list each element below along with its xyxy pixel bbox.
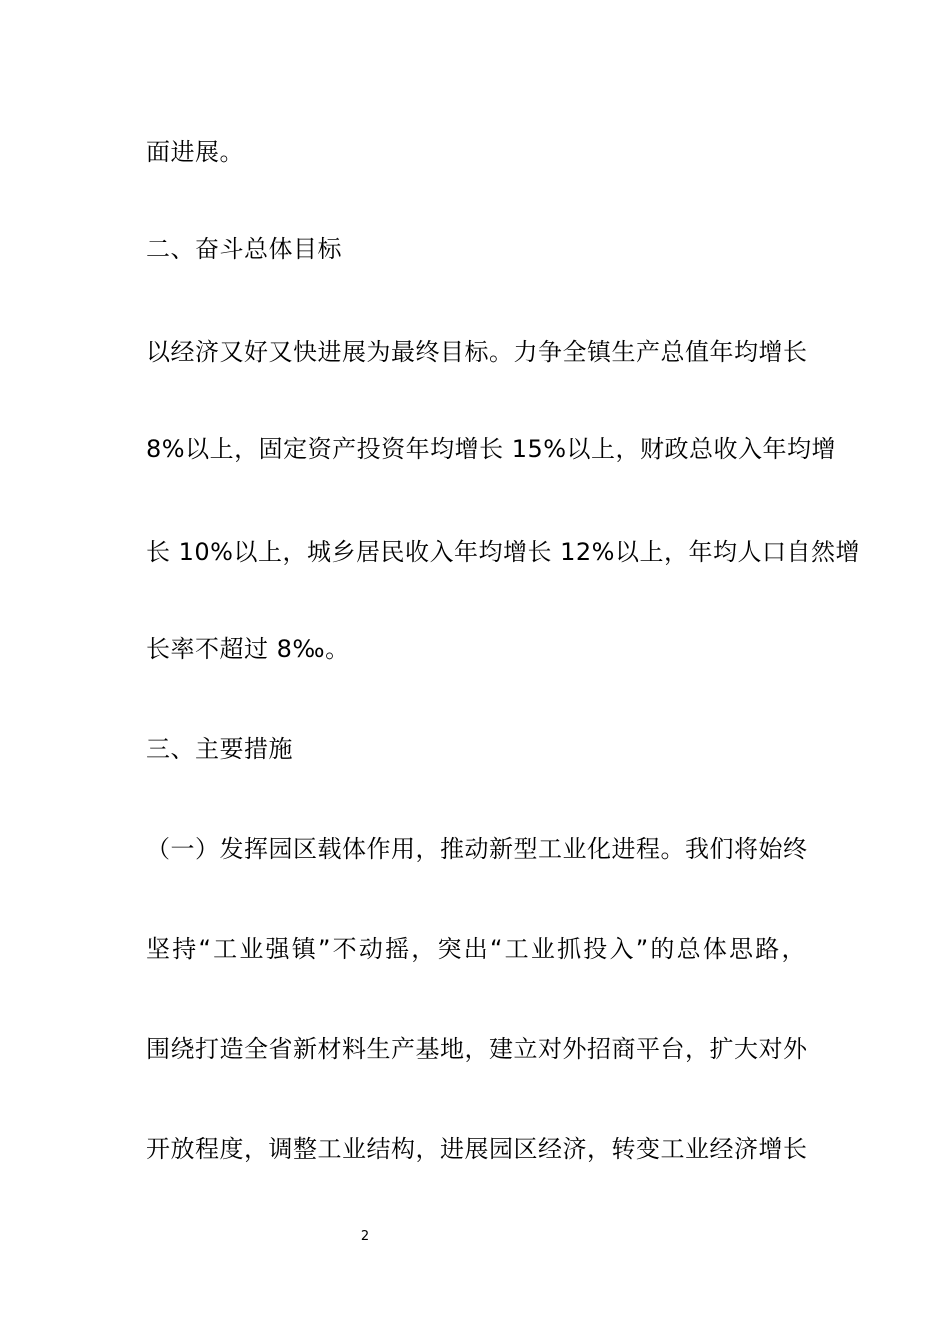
section-heading: 二、奋斗总体目标 — [146, 235, 342, 263]
paragraph-line: 开放程度，调整工业结构，进展园区经济，转变工业经济增长 — [146, 1135, 808, 1163]
page-number: 2 — [360, 1229, 370, 1244]
paragraph-line: 以经济又好又快进展为最终目标。力争全镇生产总值年均增长 — [146, 338, 808, 366]
paragraph-line: 长率不超过 8‰。 — [146, 635, 350, 663]
section-heading: 三、主要措施 — [146, 735, 293, 763]
paragraph-line: 8%以上，固定资产投资年均增长 15%以上，财政总收入年均增 — [146, 435, 837, 463]
paragraph-line: 坚持“工业强镇”不动摇，突出“工业抓投入”的总体思路， — [146, 935, 806, 963]
paragraph-line: （一）发挥园区载体作用，推动新型工业化进程。我们将始终 — [146, 835, 808, 863]
paragraph-line: 围绕打造全省新材料生产基地，建立对外招商平台，扩大对外 — [146, 1035, 808, 1063]
paragraph-line: 面进展。 — [146, 138, 244, 166]
paragraph-line: 长 10%以上，城乡居民收入年均增长 12%以上，年均人口自然增 — [146, 538, 860, 566]
